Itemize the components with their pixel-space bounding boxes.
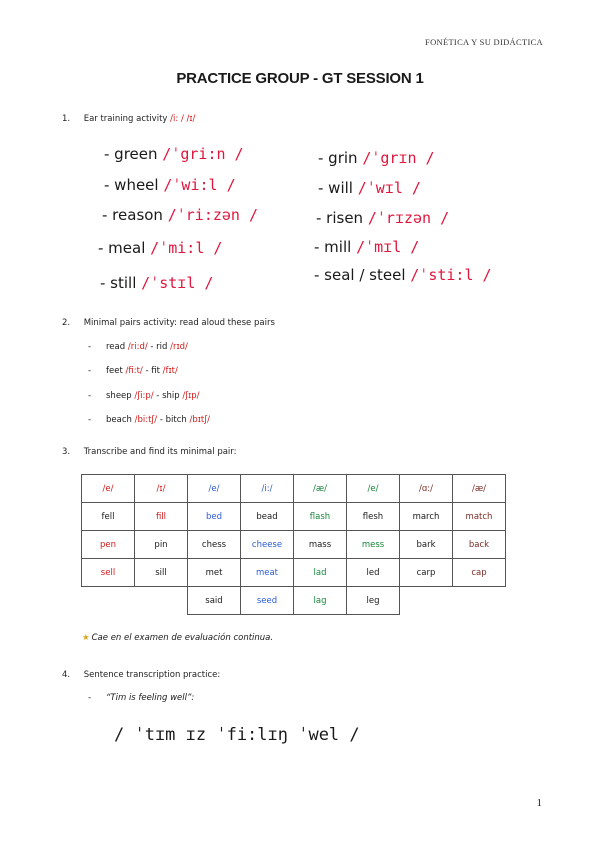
table-cell-empty: [135, 587, 188, 615]
table-cell-empty: [453, 587, 506, 615]
table-cell: carp: [400, 559, 453, 587]
page-title: PRACTICE GROUP - GT SESSION 1: [176, 70, 424, 87]
table-cell: fell: [82, 503, 135, 531]
table-cell: meat: [241, 559, 294, 587]
minimal-pairs-table: [81, 474, 506, 615]
table-cell: bead: [241, 503, 294, 531]
table-header-cell: /e/: [188, 475, 241, 503]
hw-item: - will /ˈwɪl /: [318, 179, 421, 197]
table-cell: match: [453, 503, 506, 531]
table-row: [82, 531, 506, 559]
table-row: [82, 503, 506, 531]
table-header-cell: /æ/: [453, 475, 506, 503]
section-3-heading: [62, 447, 237, 457]
list-item: - beach /bi:tʃ/ - bitch /bɪtʃ/: [88, 415, 210, 425]
table-cell: mass: [294, 531, 347, 559]
table-cell: leg: [347, 587, 400, 615]
section-1-label: Ear training activity: [83, 114, 168, 124]
exam-note-text: Cae en el examen de evaluación continua.: [91, 633, 274, 643]
section-4-label: Sentence transcription practice:: [83, 670, 221, 680]
star-icon: ★: [82, 633, 90, 643]
hw-item: - still /ˈstɪl /: [100, 274, 214, 292]
table-header-cell: /e/: [82, 475, 135, 503]
table-cell-empty: [82, 587, 135, 615]
section-3-label: Transcribe and find its minimal pair:: [83, 447, 237, 457]
table-cell: lag: [294, 587, 347, 615]
table-cell: pen: [82, 531, 135, 559]
section-2-heading: [62, 318, 275, 328]
handwritten-transcription: / ˈtɪm ɪz ˈfi:lɪŋ ˈwel /: [114, 725, 360, 745]
section-3-number: 3.: [62, 447, 71, 457]
hw-item: - green /ˈgri:n /: [104, 145, 244, 163]
exam-note: [82, 633, 273, 643]
section-1-number: 1.: [62, 114, 71, 124]
table-row: [82, 587, 506, 615]
table-header-cell: /ɪ/: [135, 475, 188, 503]
table-cell: chess: [188, 531, 241, 559]
section-4-heading: [62, 670, 220, 680]
page-number: 1: [536, 797, 542, 809]
table-cell: bed: [188, 503, 241, 531]
course-header: FONÉTICA Y SU DIDÁCTICA: [425, 37, 543, 47]
list-item: - read /ri:d/ - rid /rɪd/: [88, 342, 188, 352]
table-cell: met: [188, 559, 241, 587]
sentence-dash: -: [88, 693, 92, 703]
section-1-ipa: /i: / /ɪ/: [170, 114, 196, 124]
table-header-cell: /i:/: [241, 475, 294, 503]
table-cell: flesh: [347, 503, 400, 531]
table-header-cell: /ɑ:/: [400, 475, 453, 503]
hw-item: - risen /ˈrɪzən /: [316, 209, 450, 227]
hw-item: - reason /ˈri:zən /: [102, 206, 259, 224]
table-row: [82, 559, 506, 587]
hw-item: - mill /ˈmɪl /: [314, 238, 420, 256]
section-1-heading: [62, 114, 195, 124]
table-cell-empty: [400, 587, 453, 615]
table-cell: sill: [135, 559, 188, 587]
table-cell: march: [400, 503, 453, 531]
table-header-cell: /æ/: [294, 475, 347, 503]
table-cell: fill: [135, 503, 188, 531]
table-cell: flash: [294, 503, 347, 531]
table-cell: lad: [294, 559, 347, 587]
hw-item: - grin /ˈgrɪn /: [318, 149, 435, 167]
section-4-number: 4.: [62, 670, 71, 680]
table-cell: said: [188, 587, 241, 615]
sentence-text: “Tim is feeling well”:: [106, 693, 195, 703]
hw-item: - seal / steel /ˈsti:l /: [314, 266, 492, 284]
sentence-item: [88, 693, 194, 703]
table-cell: cap: [453, 559, 506, 587]
table-cell: sell: [82, 559, 135, 587]
table-header-cell: /e/: [347, 475, 400, 503]
table-cell: led: [347, 559, 400, 587]
section-2-label: Minimal pairs activity: read aloud these pairs: [83, 318, 275, 328]
section-2-number: 2.: [62, 318, 71, 328]
table-cell: pin: [135, 531, 188, 559]
table-cell: cheese: [241, 531, 294, 559]
table-cell: mess: [347, 531, 400, 559]
list-item: - feet /fi:t/ - fit /fɪt/: [88, 366, 178, 376]
list-item: - sheep /ʃi:p/ - ship /ʃɪp/: [88, 391, 200, 401]
table-cell: seed: [241, 587, 294, 615]
table-cell: back: [453, 531, 506, 559]
table-header-row: [82, 475, 506, 503]
hw-item: - wheel /ˈwi:l /: [104, 176, 236, 194]
table-cell: bark: [400, 531, 453, 559]
hw-item: - meal /ˈmi:l /: [98, 239, 223, 257]
